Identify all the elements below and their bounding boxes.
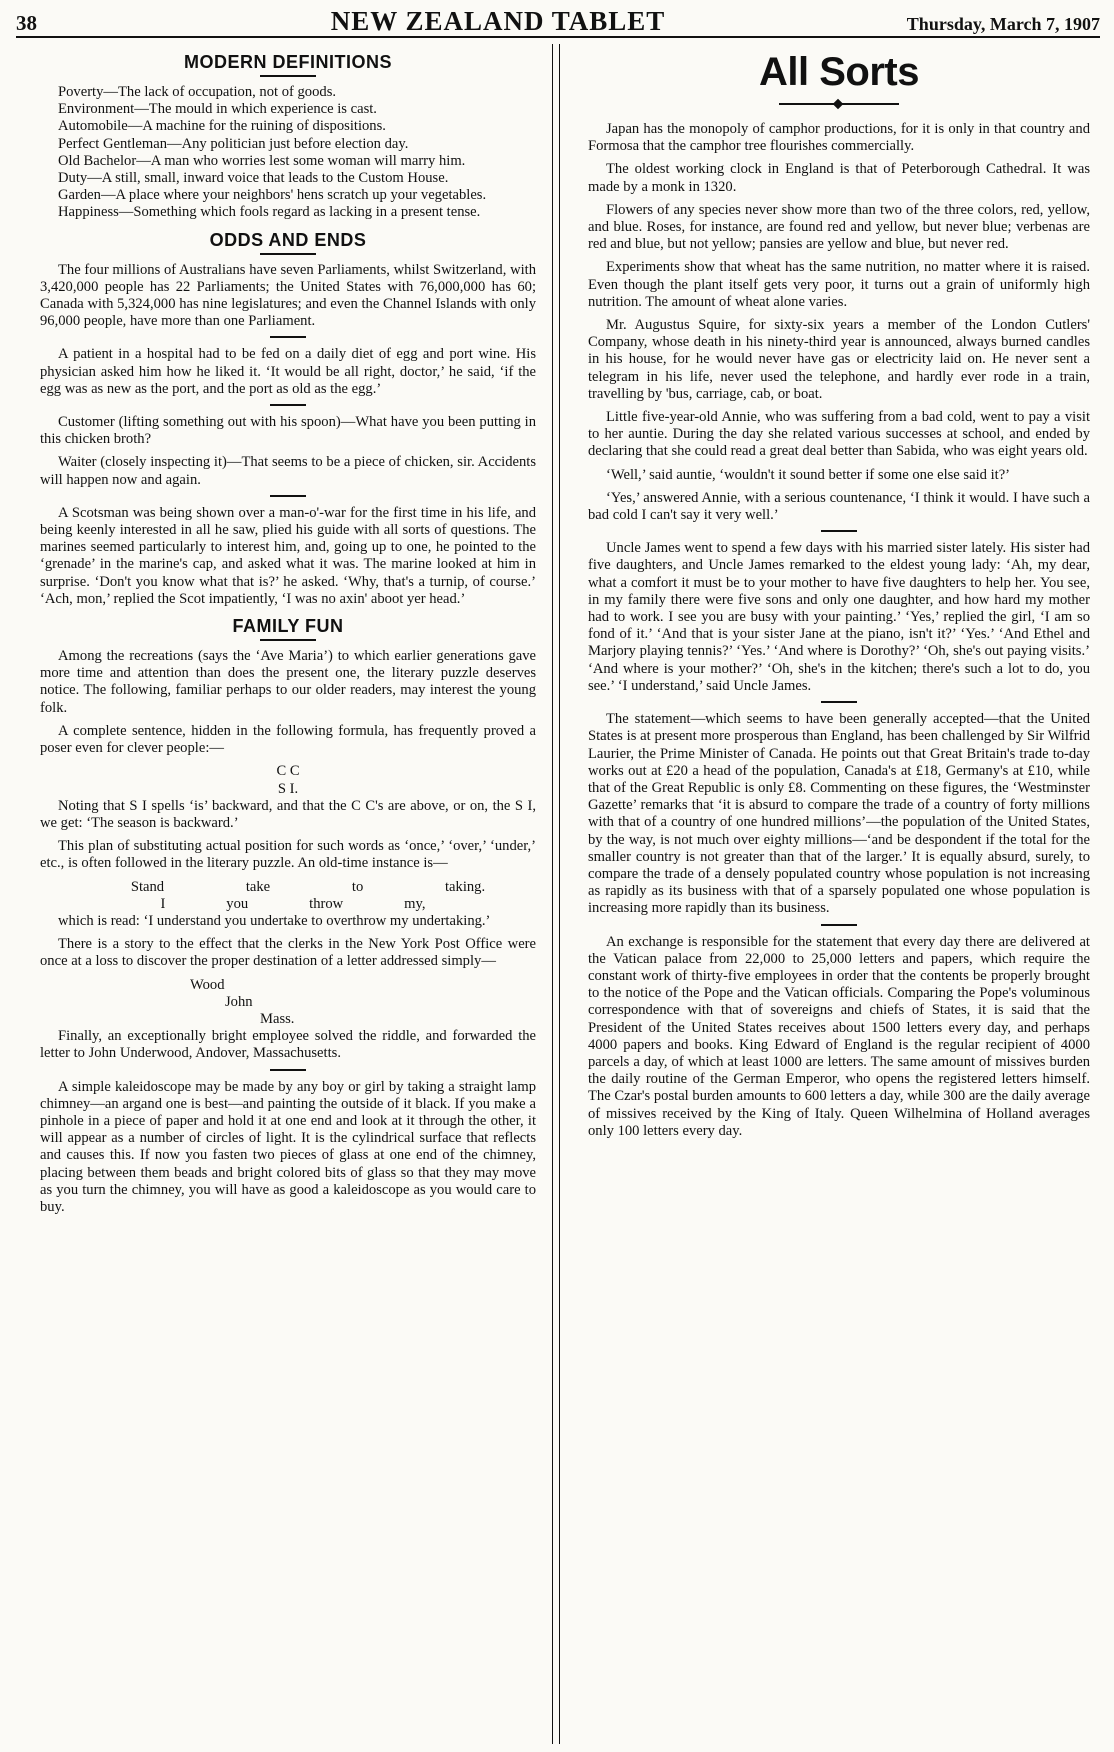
definition-item: Poverty—The lack of occupation, not of goods. — [58, 84, 337, 100]
modern-definitions-heading: MODERN DEFINITIONS — [184, 52, 393, 72]
separator-dash — [270, 495, 306, 497]
separator-dash — [821, 924, 857, 926]
puzzle-line: S I. — [277, 780, 299, 797]
issue-date: Thursday, March 7, 1907 — [906, 14, 1100, 34]
article-paragraph: Japan has the monopoly of camphor productions, for it is only in that country and Formosa that the camphor tree flourishes commercially. — [588, 121, 1090, 155]
definition-item: Perfect Gentleman—Any politician just before election day. — [58, 135, 409, 152]
article-paragraph: A complete sentence, hidden in the following formula, has frequently proved a poser even for clever people:— — [40, 722, 537, 757]
puzzle-word: my, — [404, 895, 426, 912]
heading-rule — [260, 253, 316, 255]
article-paragraph: A Scotsman was being shown over a man-o'-war for the first time in his life, and being keenly interested in all he saw, plied his guide with all sorts of questions. The marines seemed particularly to interest him, and, going up to one, he pointed to the ‘grenade’ in the marine's cap, and asked what it was. The marine looked at him in surprise. ‘Don't you know what that is?’ he asked. ‘Why, that's a turnip, of course.’ ‘Ach, mon,’ replied the Scot impatiently, ‘I was no axin' aboot yer head.’ — [40, 504, 537, 607]
right-column — [566, 44, 1100, 1744]
article-paragraph: ‘Well,’ said auntie, ‘wouldn't it sound better if some one else said it?’ — [606, 466, 1011, 483]
puzzle-line: C C — [276, 763, 300, 780]
page-number: 38 — [16, 11, 37, 35]
diamond-ornament — [779, 99, 899, 109]
puzzle-row — [40, 896, 536, 913]
newspaper-title: NEW ZEALAND TABLET — [330, 6, 666, 36]
address-line: John — [225, 993, 253, 1010]
article-paragraph: There is a story to the effect that the clerks in the New York Post Office were once at a loss to discover the proper destination of a letter addressed simply— — [40, 936, 537, 970]
separator-dash — [821, 701, 857, 703]
definition-item: Automobile—A machine for the ruining of dispositions. — [58, 118, 386, 135]
article-paragraph: The four millions of Australians have seven Parliaments, whilst Switzerland, with 3,420,000 people has 22 Parliaments; the United States with 76,000,000 has 60; Canada with 5,324,000 has nine legislatures; and even the Channel Islands with only 96,000 people, have more than one Parliament. — [40, 261, 537, 330]
article-paragraph: An exchange is responsible for the statement that every day there are delivered at the Vatican palace from 22,000 to 25,000 letters and papers, which require the constant work of thirty-five employees in order that the contents be properly brought to the notice of the Pope and the Vatican officials. Comparing the Pope's voluminous correspondence with that of sovereigns and chiefs of States, it is said that the President of the United States receives about 1500 letters every day, and perhaps 4000 papers and books. King Edward of England is the regular recipient of 4000 parcels a day, of which at least 1000 are letters. The same amount of missives burden the daily routine of the German Emperor, who opens the registered letters himself. The Czar's postal burden amounts to 600 letters a day, while 300 are the daily average of missives received by the King of Italy. Queen Wilhelmina of Holland averages only 100 letters every day. — [588, 933, 1090, 1139]
article-paragraph: Among the recreations (says the ‘Ave Maria’) to which earlier generations gave more time and attention than does the present one, the literary puzzle deserves notice. The following, familiar perhaps to our older readers, may interest the young folk. — [40, 648, 537, 716]
definition-item: Environment—The mould in which experience is cast. — [58, 101, 377, 118]
puzzle-word: I — [160, 895, 166, 912]
address-line: Wood — [190, 976, 225, 993]
puzzle-word: you — [226, 895, 249, 912]
article-paragraph: Finally, an exceptionally bright employee solved the riddle, and forwarded the letter to John Underwood, Andover, Massachusetts. — [40, 1028, 537, 1062]
article-paragraph: Experiments show that wheat has the same nutrition, no matter where it is raised. Even though the plant itself gets very poor, it turns out a grain of uniformly high nutrition. The amount of wheat alone varies. — [588, 259, 1090, 310]
article-paragraph: Uncle James went to spend a few days with his married sister lately. His sister had five daughters, and Uncle James remarked to the eldest young lady: ‘Ah, my dear, what a comfort it must be to your mother to have five daughters to help her. You see, in my family there were five sons and only one daughter, and how hard my mother had to work. I see you are busy with your painting.’ ‘Yes,’ replied the girl, ‘I am so fond of it.’ ‘And that is your sister Jane at the piano, isn't it?’ ‘Yes.’ ‘And Ethel and Marjory playing tennis?’ ‘Yes.’ ‘And where is Dorothy?’ ‘Oh, she's out paying visits.’ ‘And where is your mother?’ ‘Oh, she's in the kitchen; there's such a lot to do, you see.’ ‘I understand,’ said Uncle James. — [588, 540, 1090, 694]
address-line: Mass. — [260, 1010, 295, 1027]
puzzle-word: take — [245, 878, 271, 895]
puzzle-word: throw — [309, 895, 344, 912]
article-paragraph: which is read: ‘I understand you undertake to overthrow my undertaking.’ — [58, 912, 491, 929]
definition-item: Happiness—Something which fools regard as lacking in a present tense. — [58, 204, 481, 221]
article-paragraph: This plan of substituting actual position for such words as ‘once,’ ‘over,’ ‘under,’ etc., is often followed in the literary puzzle. An old-time instance is— — [40, 838, 537, 872]
definition-item: Garden—A place where your neighbors' hens scratch up your vegetables. — [58, 187, 487, 204]
odds-and-ends-heading: ODDS AND ENDS — [209, 229, 367, 250]
article-paragraph: The oldest working clock in England is that of Peterborough Cathedral. It was made by a monk in 1320. — [588, 161, 1090, 195]
article-paragraph: A patient in a hospital had to be fed on a daily diet of egg and port wine. His physician asked him how he liked it. ‘It would be all right, doctor,’ he said, ‘if the egg was as new as the port, and the port as old as the egg.’ — [40, 346, 537, 397]
heading-rule — [260, 639, 316, 641]
article-paragraph: Mr. Augustus Squire, for sixty-six years a member of the London Cutlers' Company, whose death in his ninety-third year is announced, always burned candles in his house, for he would never have gas or electricity laid on. He never sent a telegram in his life, never used the telephone, and hardly ever rode in a train, travelling by 'bus, carriage, cab, or boat. — [588, 317, 1090, 402]
puzzle-word: to — [351, 878, 364, 895]
masthead — [16, 6, 1100, 38]
separator-dash — [270, 336, 306, 338]
article-paragraph: The statement—which seems to have been generally accepted—that the United States is at present more prosperous than England, has been challenged by Sir Wilfrid Laurier, the Prime Minister of Canada. He points out that Great Britain's trade to-day works out at £20 a head of the population, Canada's at £18, Germany's at £10, while that of the Great Republic is only £8. Commenting on these figures, the ‘Westminster Gazette’ remarks that ‘it is absurd to compare the trade of a country of forty millions with that of a country of one hundred millions’—the population of the United States, by the way, is not much over eighty millions—‘and be despondent if the total for the smaller country is not greater than that of the larger.’ It is equally absurd, surely, to compare the trade of a densely populated country whose population is not increasing as rapidly as its business with that of a sparsely populated one whose population is increasing more rapidly than its business. — [588, 711, 1090, 917]
separator-dash — [270, 404, 306, 406]
article-paragraph: Customer (lifting something out with his spoon)—What have you been putting in this chicken broth? — [40, 414, 537, 448]
heading-rule — [260, 75, 316, 77]
article-paragraph: ‘Yes,’ answered Annie, with a serious countenance, ‘I think it would. I have such a bad cold I can't say it very well.’ — [588, 489, 1090, 524]
puzzle-word: taking. — [444, 878, 486, 895]
article-paragraph: Noting that S I spells ‘is’ backward, and that the C C's are above, or on, the S I, we get: ‘The season is backward.’ — [40, 797, 537, 831]
columns — [16, 44, 1100, 1744]
article-paragraph: Little five-year-old Annie, who was suffering from a bad cold, went to pay a visit to her auntie. During the day she related various successes at school, and ended by declaring that she could read a great deal better than Sabida, who was eight years old. — [588, 409, 1090, 460]
column-rule — [552, 44, 560, 1744]
article-paragraph: Waiter (closely inspecting it)—That seems to be a piece of chicken, sir. Accidents will happen now and again. — [40, 454, 537, 488]
separator-dash — [270, 1069, 306, 1071]
article-paragraph: A simple kaleidoscope may be made by any boy or girl by taking a straight lamp chimney—an argand one is best—and painting the outside of it black. If you make a pinhole in a piece of paper and hold it at one end and look at it through the other, it will appear as a number of circles of light. It is the cylindrical surface that reflects and causes this. If now you fasten two pieces of glass at one end of the chimney, placing between them beads and bright colored bits of glass so that they may move as you turn the chimney, you will have as good a kaleidoscope as you would care to buy. — [40, 1078, 537, 1215]
puzzle-word: Stand — [130, 878, 165, 895]
article-paragraph: Flowers of any species never show more than two of the three colors, red, yellow, and blue. Roses, for instance, are found red and yellow, but never blue; verbenas are red and blue, but not yellow; pansies are yellow and blue, but never red. — [588, 201, 1090, 253]
puzzle-row — [40, 879, 536, 896]
left-column — [16, 44, 546, 1744]
family-fun-heading: FAMILY FUN — [232, 616, 344, 637]
definitions-list — [40, 84, 536, 222]
definition-item: Old Bachelor—A man who worries lest some woman will marry him. — [58, 152, 466, 169]
definition-item: Duty—A still, small, inward voice that leads to the Custom House. — [58, 170, 449, 187]
all-sorts-heading: All Sorts — [759, 50, 919, 94]
separator-dash — [821, 530, 857, 532]
